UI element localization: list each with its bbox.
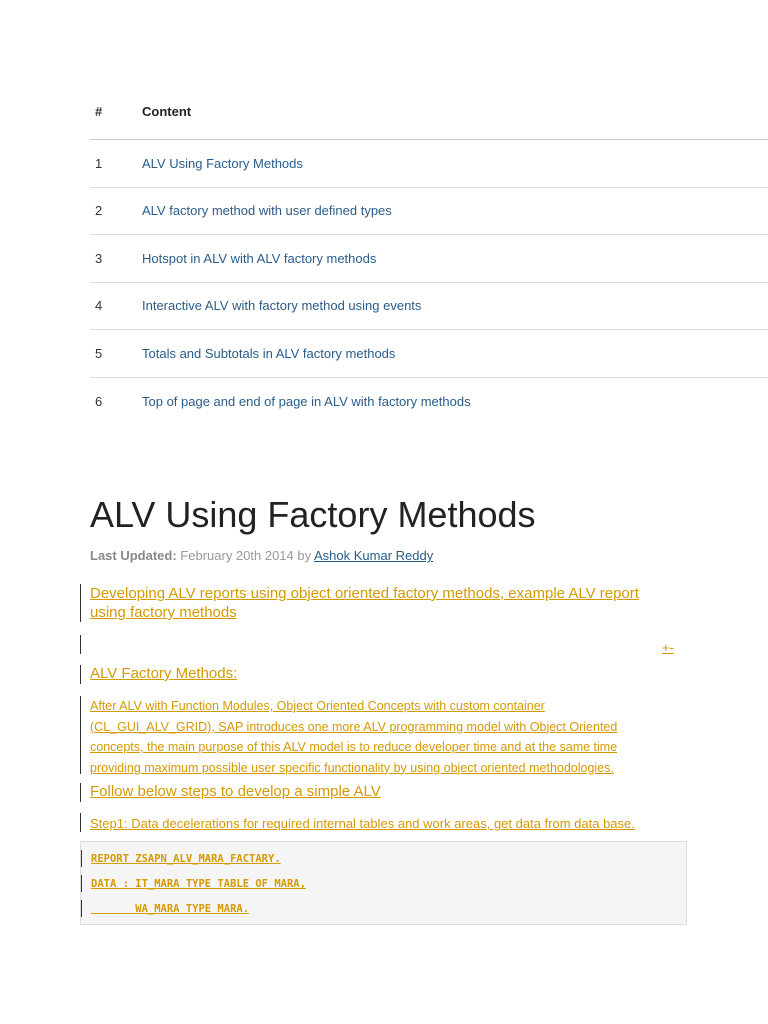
article-meta — [90, 548, 433, 563]
step-1: Step1: Data decelerations for required internal tables and work areas, get data from data base. — [90, 816, 635, 831]
contents-link[interactable]: Totals and Subtotals in ALV factory methods — [142, 345, 396, 361]
author-link[interactable]: Ashok Kumar Reddy — [314, 548, 434, 563]
section-heading: ALV Factory Methods: — [90, 665, 238, 682]
meta-date: February 20th 2014 by — [180, 548, 312, 563]
code-line-bar — [81, 875, 82, 892]
contents-link[interactable]: Hotspot in ALV with ALV factory methods — [142, 250, 377, 266]
article-subtitle: Developing ALV reports using object oriented factory methods, example ALV report using factory methods — [90, 585, 639, 621]
steps-heading: Follow below steps to develop a simple ALV — [90, 783, 381, 800]
code-line: DATA : IT_MARA TYPE TABLE OF MARA, — [91, 878, 306, 890]
quote-bar — [80, 665, 81, 684]
contents-link[interactable]: ALV Using Factory Methods — [142, 155, 303, 171]
row-number: 6 — [95, 393, 103, 409]
code-line: REPORT ZSAPN_ALV_MARA_FACTARY. — [91, 853, 281, 865]
row-number: 5 — [95, 345, 103, 361]
expand-toggle[interactable]: +- — [662, 640, 674, 655]
code-line-bar — [81, 900, 82, 917]
row-number: 1 — [95, 155, 103, 171]
code-block — [80, 841, 687, 925]
code-line-bar — [81, 850, 82, 867]
table-row — [90, 188, 768, 236]
row-number: 2 — [95, 203, 103, 219]
intro-paragraph: After ALV with Function Modules, Object Oriented Concepts with custom container (CL_GUI_ALV_GRID), SAP introduces one more ALV programming model with Object Oriented concepts, the main purpose of this ALV model is to reduce developer time and at the same time providing maximum possible user specific functionality by using object oriented methodologies. — [90, 699, 618, 775]
table-row — [90, 235, 768, 283]
contents-link[interactable]: ALV factory method with user defined types — [142, 203, 392, 219]
contents-table-header — [90, 84, 768, 140]
meta-label: Last Updated: — [90, 548, 177, 563]
quote-bar — [80, 696, 81, 774]
header-content: Content — [142, 104, 192, 119]
table-row — [90, 330, 768, 378]
row-number: 3 — [95, 250, 103, 266]
article-title: ALV Using Factory Methods — [90, 494, 536, 535]
contents-link[interactable]: Interactive ALV with factory method using events — [142, 298, 422, 314]
quote-bar — [80, 783, 81, 802]
table-row — [90, 283, 768, 331]
contents-table — [90, 84, 768, 425]
quote-bar — [80, 635, 81, 654]
code-line: WA_MARA TYPE MARA. — [91, 903, 250, 915]
quote-bar — [80, 584, 81, 622]
contents-link[interactable]: Top of page and end of page in ALV with factory methods — [142, 393, 471, 409]
table-row — [90, 140, 768, 188]
header-number: # — [95, 104, 103, 119]
quote-bar — [80, 813, 81, 832]
row-number: 4 — [95, 298, 103, 314]
table-row — [90, 378, 768, 426]
